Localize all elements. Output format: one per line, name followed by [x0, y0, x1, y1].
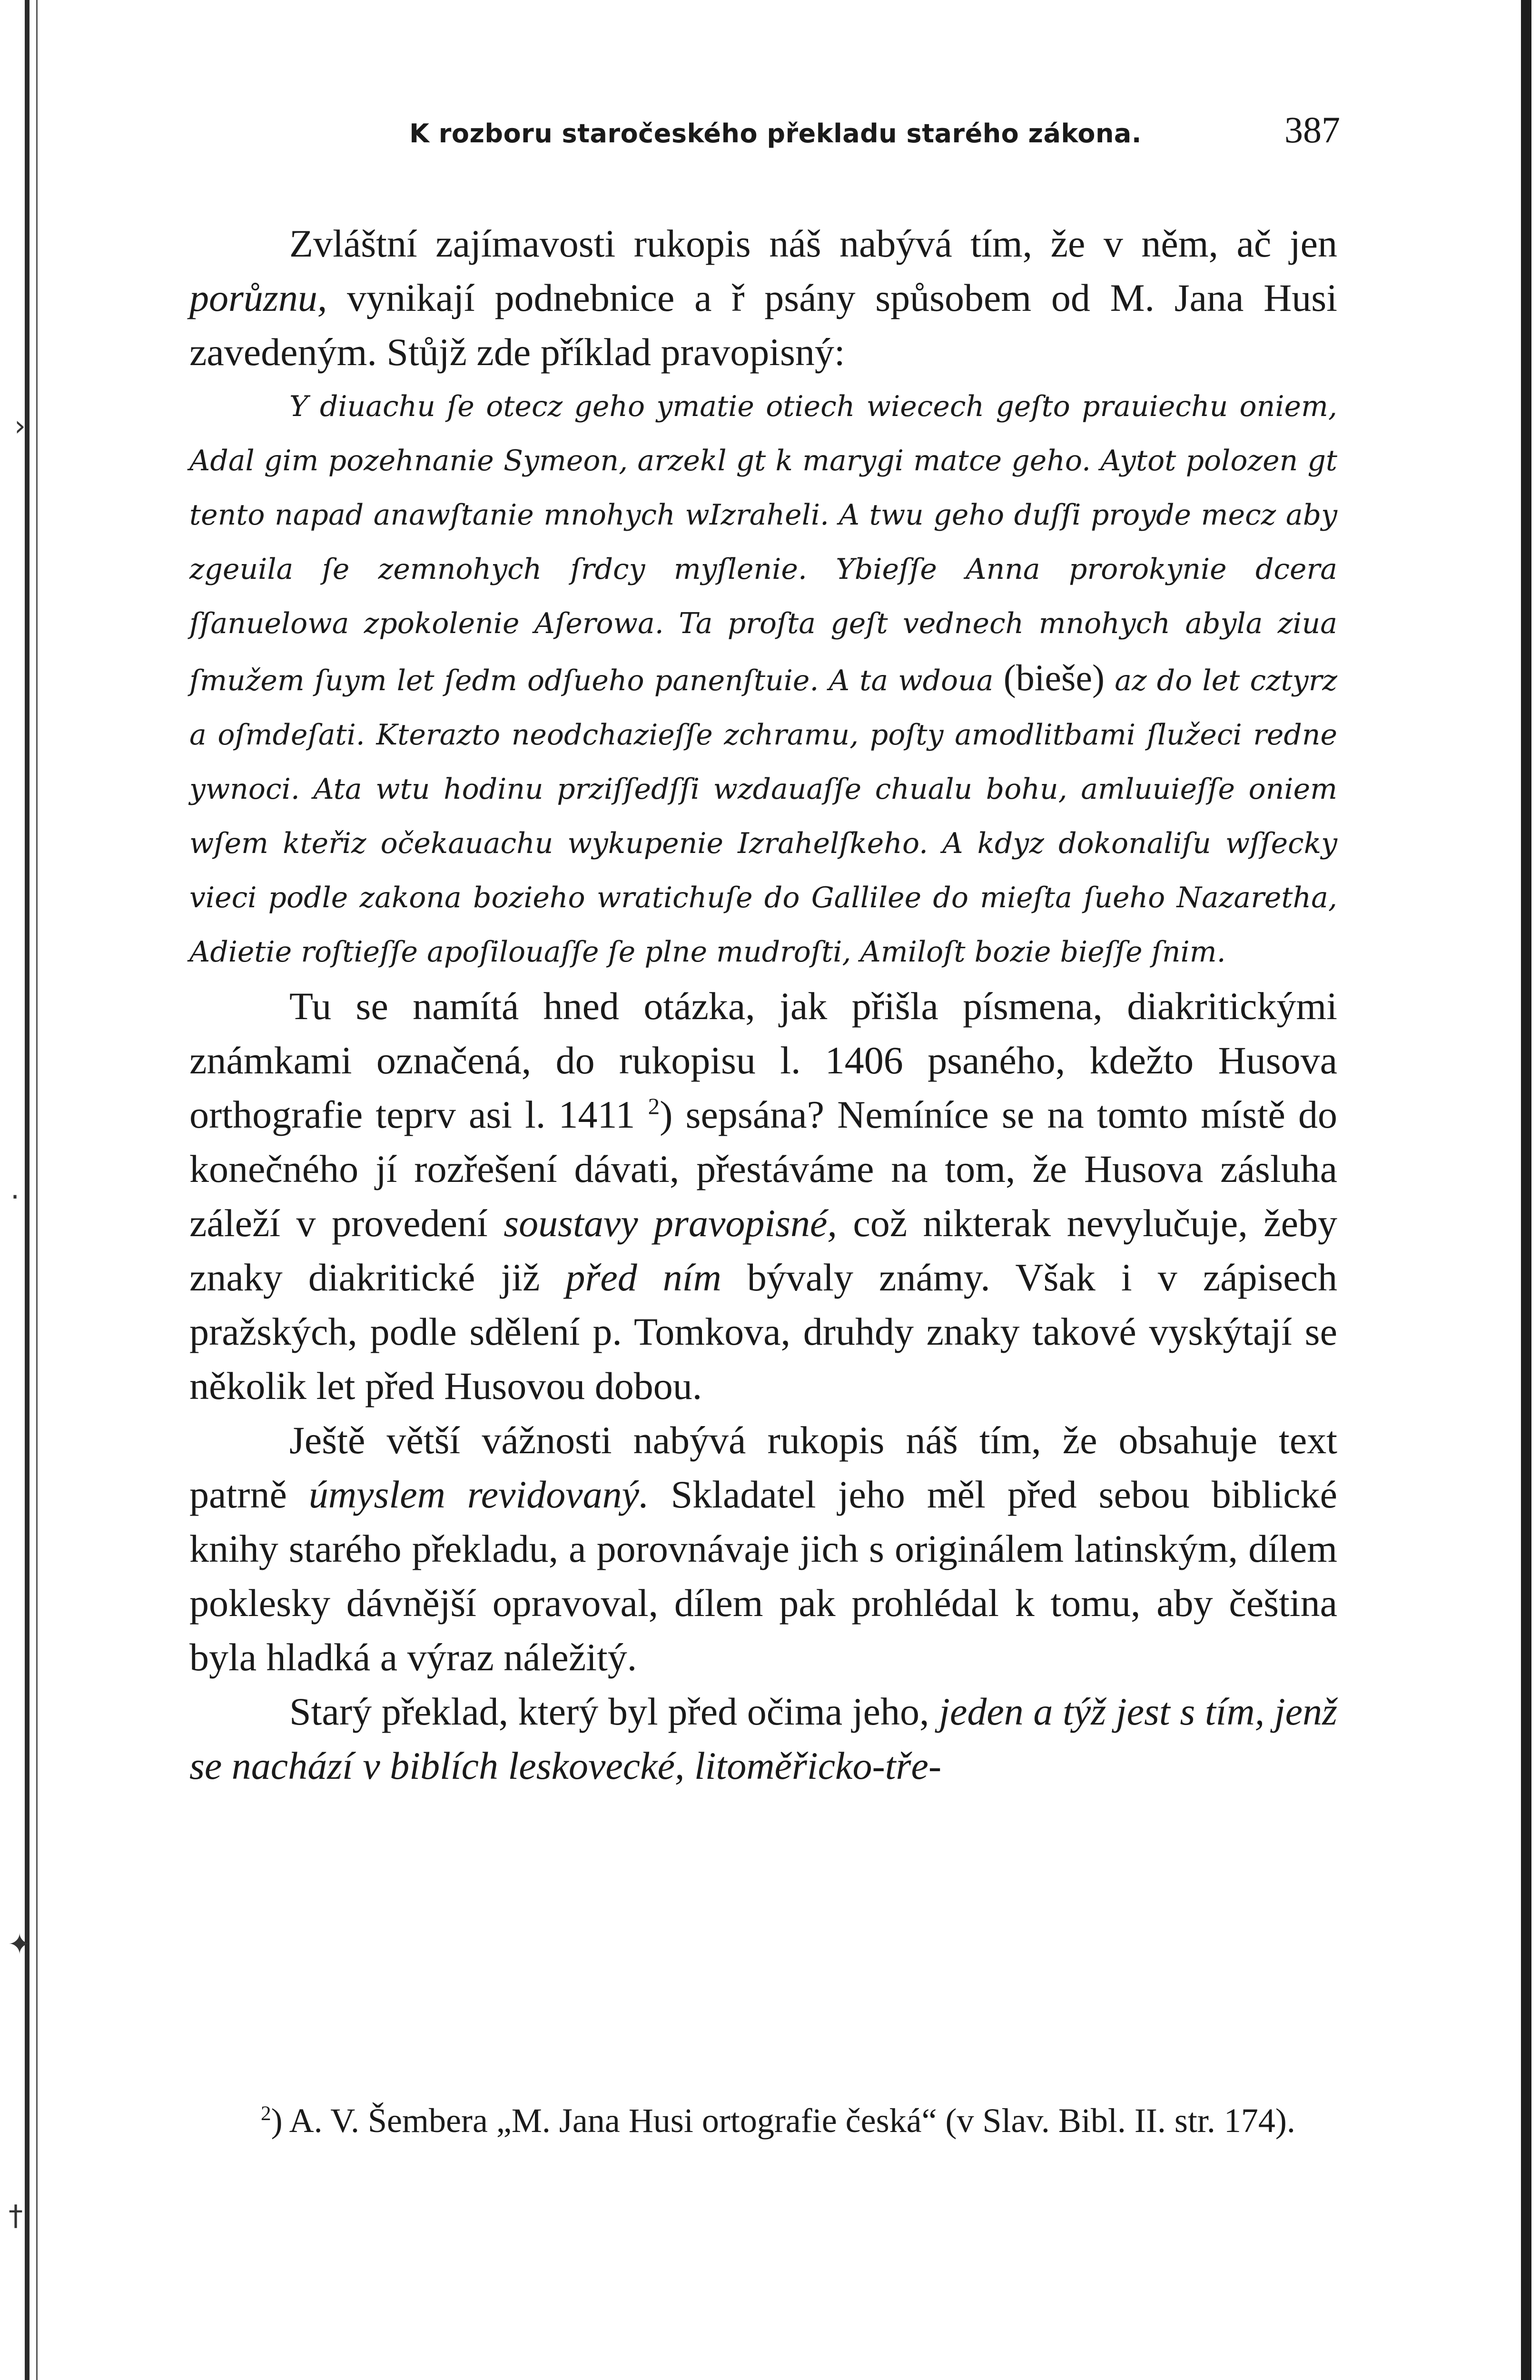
page-number: 387	[1284, 109, 1340, 150]
paragraph-3: Ještě větší vážnosti nabývá rukopis náš tím, že obsahuje text patrně úmyslem revidovaný. Skladatel jeho měl před sebou biblické knihy starého překladu, a porovnávaje jich s originálem latinským, dílem poklesky dávnější opravoval, dílem pak prohlédal k tomu, aby čeština byla hladká a výraz náležitý.	[189, 1418, 1338, 1679]
running-title: K rozboru staročeského překladu starého zákona.	[409, 119, 1142, 149]
scan-edge-left	[25, 0, 30, 2380]
paragraph-4: Starý překlad, který byl před očima jeho, jeden a týž jest s tím, jenž se nachází v biblích leskovecké, litoměřicko-tře-	[189, 1690, 1337, 1787]
margin-mark: †	[9, 2199, 23, 2232]
scan-edge-right	[1521, 0, 1531, 2380]
footnote-reference: 2	[648, 1093, 660, 1120]
body-text	[189, 217, 1337, 1793]
paragraph-2: Tu se namítá hned otázka, jak přišla písmena, diakritickými známkami označená, do rukopisu l. 1406 psaného, kdežto Husova orthografie teprv asi l. 1411 $^2$) sepsána? Nemíníce se na tomto místě do konečného jí rozřešení dávati, přestáváme na tom, že Husova zásluha záleží v provedení soustavy pravopisné, což nikterak nevylučuje, žeby znaky diakritické již před ním bývaly známy. Však i v zápisech pražských, podle sdělení p. Tomkova, druhdy znaky takové vyskýtají se několik let před Husovou dobou.	[189, 984, 1338, 1408]
old-czech-quotation: Y diuachu ſe otecz geho ymatie otiech wiecech geſto prauiechu oniem, Adal gim pozehnanie Symeon, arzekl gt k marygi matce geho. Aytot polozen gt tento napad anawſtanie mnohych wIzraheli. A twu geho duſſi proyde mecz aby zgeuila ſe zemnohych ſrdcy myſlenie. Ybieſſe Anna prorokynie dcera ſſanuelowa zpokolenie Aſerowa. Ta proſta geſt vednech mnohych abyla ziua ſmužem ſuym let ſedm odſueho panenſtuie. A ta wdoua (bieše) az do let cztyrz a oſmdeſati. Kterazto neodchazieſſe zchramu, poſty amodlitbami ſlužeci redne ywnoci. Ata wtu hodinu prziſſedſſi wzdauaſſe chualu bohu, amluuieſſe oniem wſem kteřiz očekauachu wykupenie Izrahelſkeho. A kdyz dokonaliſu wſſecky vieci podle zakona bozieho wratichuſe do Gallilee do mieſta ſueho Nazaretha, Adietie roſtieſſe apoſilouaſſe ſe plne mudroſti, Amiloſt bozie bieſſe ſnim.	[189, 390, 1337, 969]
scan-edge-left-line	[36, 0, 38, 2380]
running-header	[190, 109, 1340, 151]
footnote-number: 2	[261, 2102, 271, 2125]
margin-mark: ✦	[8, 1928, 32, 1961]
footnote: $^2$) A. V. Šembera „M. Jana Husi ortografie česká“ (v Slav. Bibl. II. str. 174).	[261, 2102, 1295, 2140]
margin-mark: ›	[14, 409, 26, 443]
margin-mark: ·	[10, 1180, 20, 1214]
paragraph-1: Zvláštní zajímavosti rukopis náš nabývá tím, že v něm, ač jen porůznu, vynikají podnebnice a ř psány spůsobem od M. Jana Husi zavedeným. Stůjž zde příklad pravopisný:	[189, 222, 1338, 374]
